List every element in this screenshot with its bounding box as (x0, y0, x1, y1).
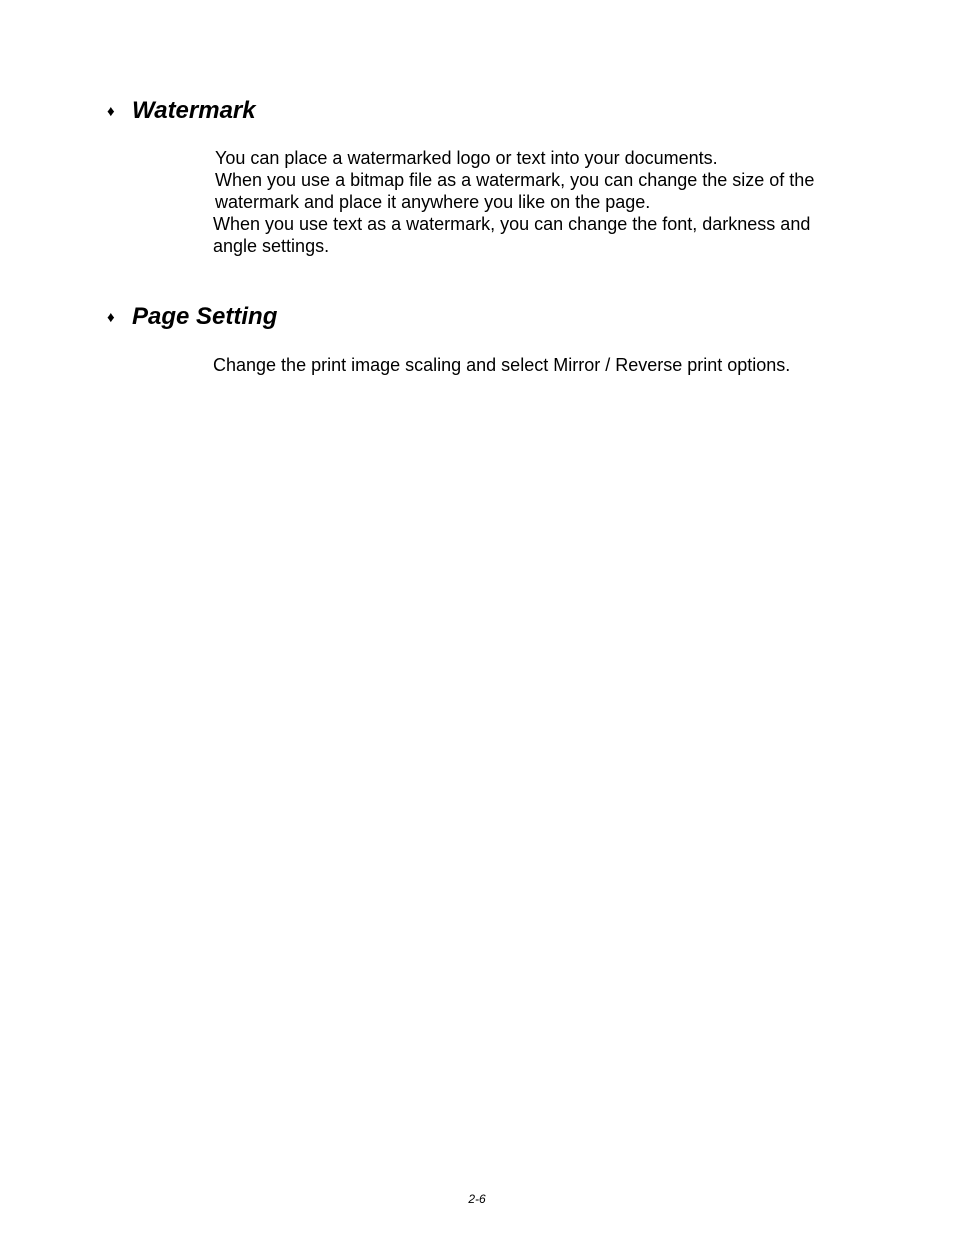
page-setting-line-1: Change the print image scaling and select Mirror / Reverse print options. (213, 355, 791, 375)
watermark-line-4: When you use text as a watermark, you can change the font, darkness and (213, 214, 811, 234)
page-setting-title: Page Setting (132, 303, 278, 330)
page-setting-heading (107, 305, 277, 329)
watermark-line-5: angle settings. (213, 236, 330, 256)
diamond-bullet-icon: ♦ (107, 102, 115, 120)
diamond-bullet-icon: ♦ (107, 308, 115, 326)
watermark-title: Watermark (132, 97, 256, 124)
page-number: 2-6 (468, 1192, 486, 1206)
watermark-line-1: You can place a watermarked logo or text into your documents. (215, 148, 718, 168)
watermark-line-3: watermark and place it anywhere you like on the page. (215, 192, 651, 212)
watermark-heading (107, 99, 256, 123)
watermark-line-2: When you use a bitmap file as a watermark, you can change the size of the (215, 170, 815, 190)
